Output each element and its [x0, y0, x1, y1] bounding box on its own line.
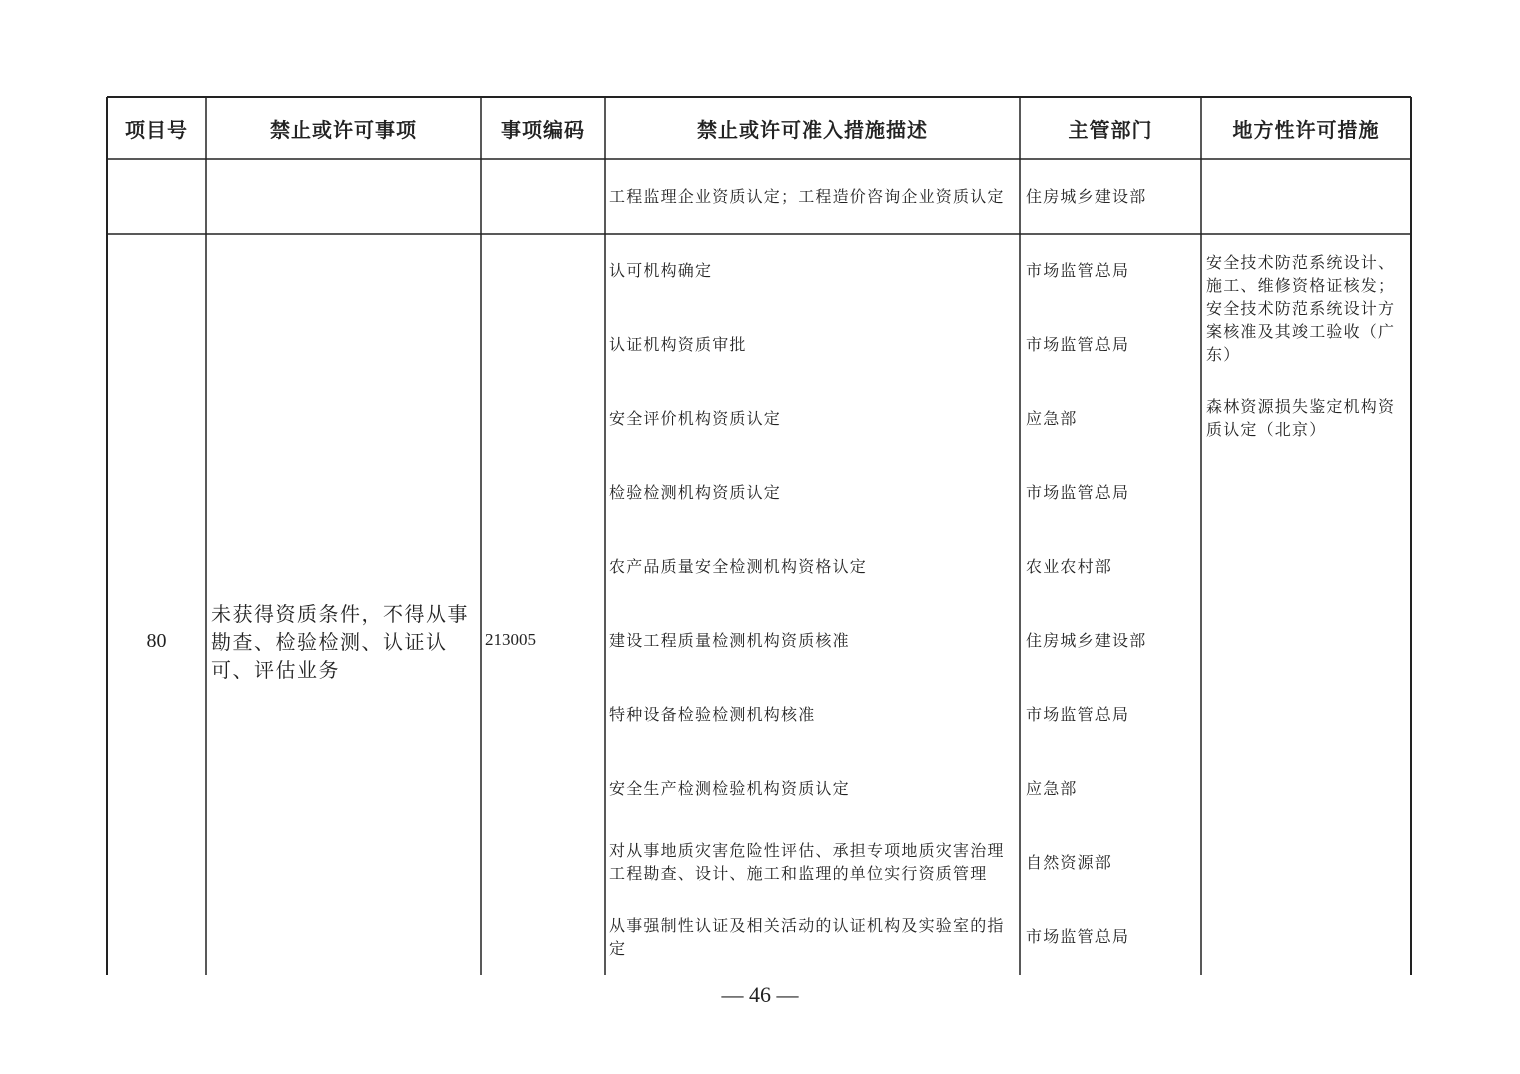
header-code: 事项编码	[501, 117, 585, 142]
measure-department: 市场监管总局	[1026, 334, 1130, 354]
measure-description: 建设工程质量检测机构资质核准	[609, 630, 850, 650]
local-measure: 安全技术防范系统设计、施工、维修资格证核发；安全技术防范系统设计方案核准及其竣工验收（广东）	[1206, 253, 1396, 364]
measure-department: 自然资源部	[1026, 852, 1113, 872]
measure-description: 对从事地质灾害危险性评估、承担专项地质灾害治理工程勘查、设计、施工和监理的单位实行资质管理	[609, 841, 1005, 883]
measure-description: 从事强制性认证及相关活动的认证机构及实验室的指定	[609, 916, 1005, 958]
measure-description: 认证机构资质审批	[609, 334, 747, 354]
header-local-measures: 地方性许可措施	[1232, 117, 1380, 142]
row80-matter: 未获得资质条件，不得从事勘查、检验检测、认证认可、评估业务	[211, 602, 469, 682]
measure-department: 住房城乡建设部	[1026, 630, 1147, 650]
header-description: 禁止或许可准入措施描述	[697, 117, 928, 142]
continued-row-department: 住房城乡建设部	[1026, 186, 1147, 206]
header-item-no: 项目号	[125, 117, 188, 142]
row80-code: 213005	[485, 630, 536, 649]
header-department: 主管部门	[1068, 117, 1153, 142]
measure-description: 农产品质量安全检测机构资格认定	[609, 556, 868, 576]
measure-department: 市场监管总局	[1026, 482, 1130, 502]
measure-description: 认可机构确定	[609, 260, 713, 280]
measure-description: 检验检测机构资质认定	[609, 482, 782, 502]
measure-description: 安全生产检测检验机构资质认定	[609, 778, 850, 798]
measure-department: 应急部	[1026, 408, 1078, 428]
measure-department: 市场监管总局	[1026, 260, 1130, 280]
continued-row-description: 工程监理企业资质认定；工程造价咨询企业资质认定	[609, 186, 1005, 206]
local-measure: 森林资源损失鉴定机构资质认定（北京）	[1206, 397, 1396, 439]
page-number: — 46 —	[721, 982, 799, 1007]
measure-description: 特种设备检验检测机构核准	[609, 704, 816, 724]
row80-item-no: 80	[146, 630, 167, 652]
measure-department: 应急部	[1026, 778, 1078, 798]
header-matter: 禁止或许可事项	[270, 117, 417, 142]
measure-department: 市场监管总局	[1026, 926, 1130, 946]
measure-department: 市场监管总局	[1026, 704, 1130, 724]
measure-department: 农业农村部	[1026, 556, 1113, 576]
measure-description: 安全评价机构资质认定	[609, 408, 782, 428]
